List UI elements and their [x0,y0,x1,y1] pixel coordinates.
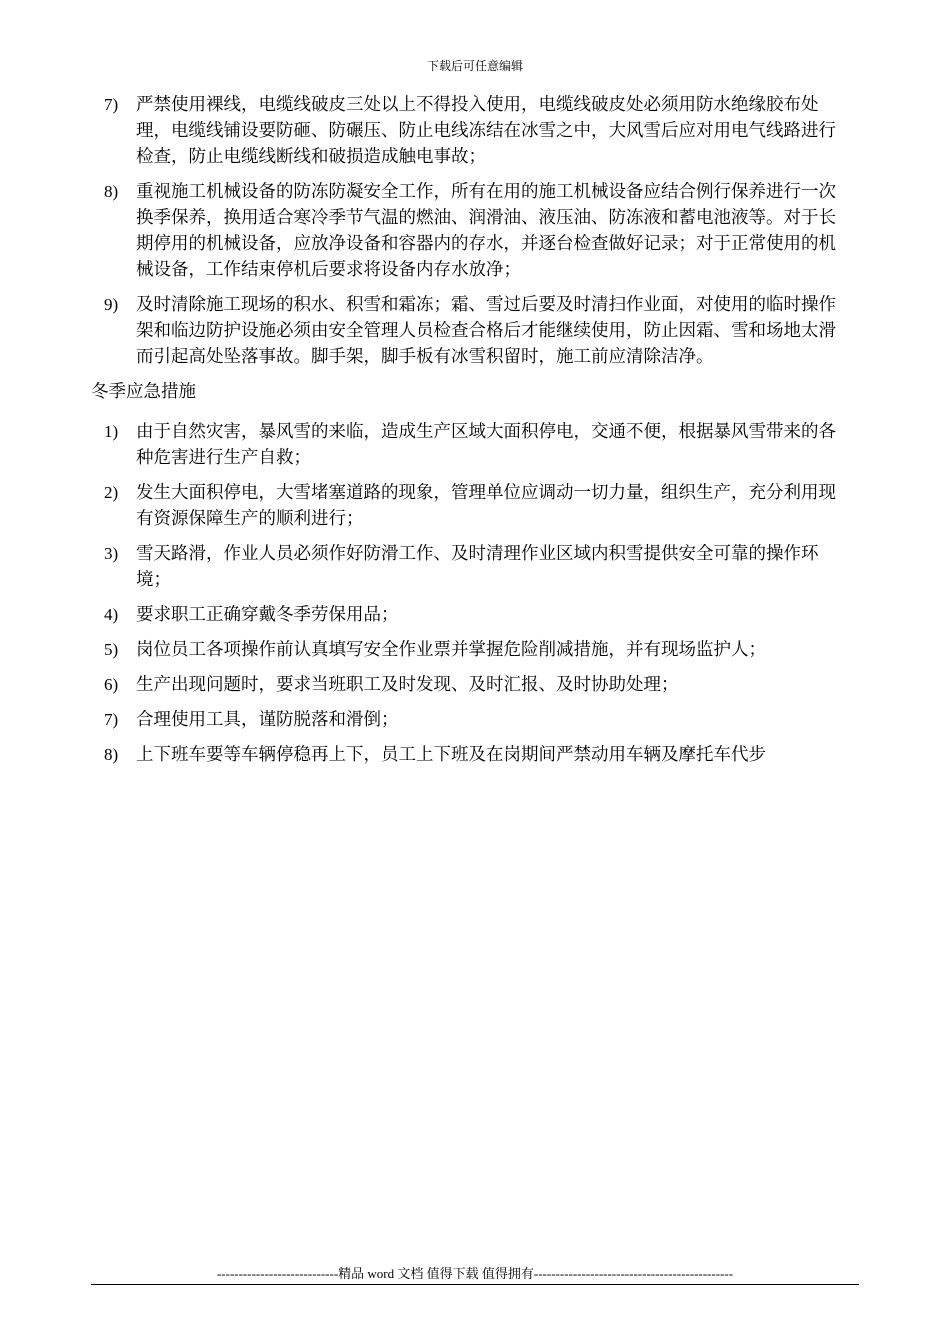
footer-text: ----------------------------精品 word 文档 值得下载 值得拥有---------------------------------------------- [216,1266,734,1281]
item-text: 合理使用工具，谨防脱落和滑倒； [136,710,399,730]
list-item [0,602,950,628]
item-number: 1) [104,422,119,441]
list-item [0,672,950,698]
safety-measures-list [0,92,950,370]
document-body [0,92,950,777]
item-text: 重视施工机械设备的防冻防凝安全工作，所有在用的施工机械设备应结合例行保养进行一次换季保养，换用适合寒冷季节气温的燃油、润滑油、液压油、防冻液和蓄电池液等。对于长期停用的机械设备，应放净设备和容器内的存水，并逐台检查做好记录；对于正常使用的机械设备，工作结束停机后要求将设备内存水放净； [136,182,836,280]
item-text: 发生大面积停电，大雪堵塞道路的现象，管理单位应调动一切力量，组织生产，充分利用现有资源保障生产的顺利进行； [136,483,836,529]
item-number: 2) [104,483,119,502]
list-item [0,707,950,733]
list-item [0,541,950,593]
item-text: 上下班车要等车辆停稳再上下，员工上下班及在岗期间严禁动用车辆及摩托车代步 [136,745,766,765]
item-text: 严禁使用裸线，电缆线破皮三处以上不得投入使用，电缆线破皮处必须用防水绝缘胶布处理，电缆线铺设要防砸、防碾压、防止电线冻结在冰雪之中，大风雪后应对用电气线路进行检查，防止电缆线断线和破损造成触电事故； [136,95,836,167]
list-item [0,292,950,370]
emergency-measures-list [0,419,950,768]
item-text: 岗位员工各项操作前认真填写安全作业票并掌握危险削减措施，并有现场监护人； [136,640,766,660]
list-item [0,742,950,768]
item-text: 雪天路滑，作业人员必须作好防滑工作、及时清理作业区域内积雪提供安全可靠的操作环境； [136,544,819,590]
list-item [0,179,950,283]
item-number: 6) [104,675,119,694]
list-item [0,480,950,532]
item-text: 生产出现问题时，要求当班职工及时发现、及时汇报、及时协助处理； [136,675,679,695]
item-text: 由于自然灾害，暴风雪的来临，造成生产区域大面积停电，交通不便，根据暴风雪带来的各种危害进行生产自救； [136,422,836,468]
item-text: 要求职工正确穿戴冬季劳保用品； [136,605,399,625]
item-number: 8) [104,182,119,201]
section-heading: 冬季应急措施 [91,382,196,402]
list-item [0,92,950,170]
item-number: 8) [104,745,119,764]
item-number: 5) [104,640,119,659]
list-item [0,637,950,663]
item-number: 7) [104,710,119,729]
item-number: 4) [104,605,119,624]
item-number: 9) [104,295,119,314]
header-note: 下载后可任意编辑 [426,59,523,73]
item-text: 及时清除施工现场的积水、积雪和霜冻；霜、雪过后要及时清扫作业面，对使用的临时操作架和临边防护设施必须由安全管理人员检查合格后才能继续使用，防止因霜、雪和场地太滑而引起高处坠落事故。脚手架，脚手板有冰雪积留时，施工前应清除洁净。 [136,295,836,367]
item-number: 7) [104,95,119,114]
item-number: 3) [104,544,119,563]
list-item [0,419,950,471]
page-footer [91,1266,859,1285]
